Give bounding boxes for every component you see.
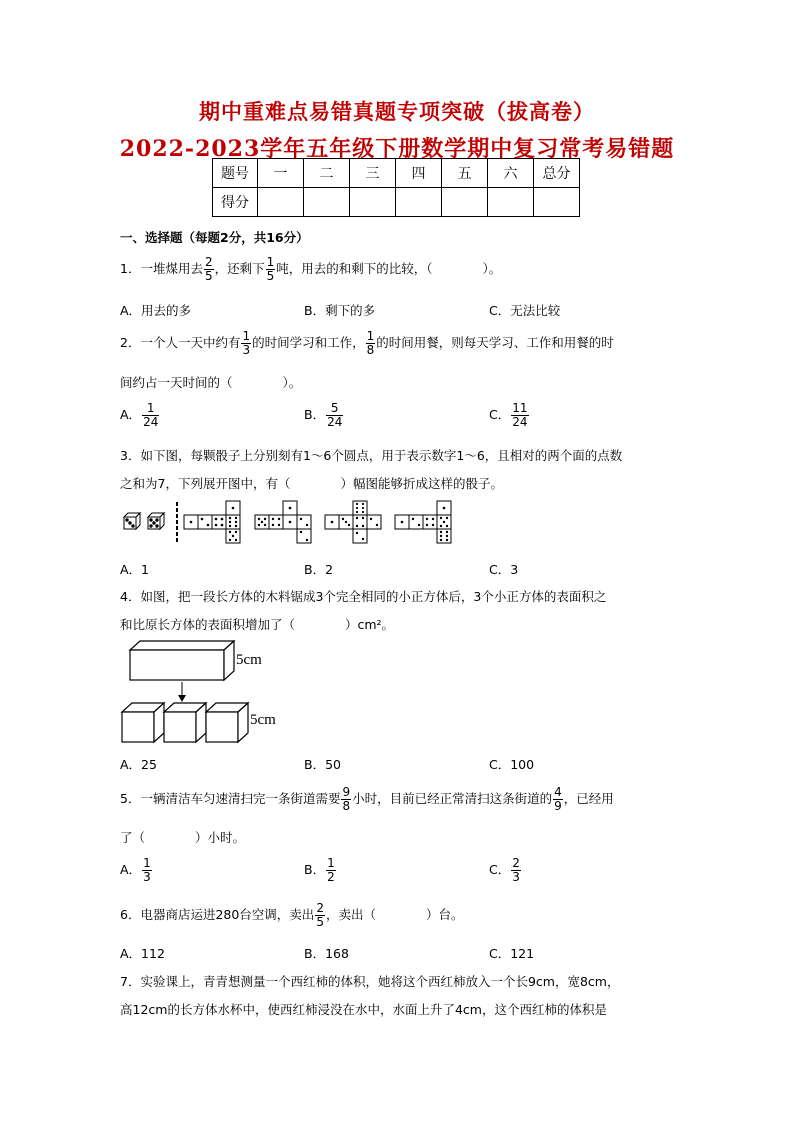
- question-text: 的时间用餐，则每天学习、工作和用餐的时: [376, 335, 614, 350]
- question-text: 1．一堆煤用去: [120, 261, 203, 276]
- option-a[interactable]: A．用去的多: [120, 303, 192, 318]
- score-cell: 题号: [213, 159, 258, 188]
- question-1: [120, 256, 501, 283]
- numerator: 2: [316, 901, 324, 915]
- page-title: 期中重难点易错真题专项突破（拔高卷）: [199, 99, 595, 124]
- option-c[interactable]: [489, 857, 522, 884]
- denominator: 3: [512, 870, 520, 884]
- score-input-cell[interactable]: [442, 188, 488, 217]
- option-b[interactable]: B．剩下的多: [304, 303, 376, 318]
- option-label: C．: [489, 407, 511, 422]
- score-table-header-row: [213, 159, 580, 188]
- fraction: [366, 330, 376, 357]
- score-cell: 一: [258, 159, 304, 188]
- question-2: [120, 330, 614, 357]
- numerator: 1: [143, 856, 151, 870]
- numerator: 1: [142, 402, 159, 416]
- question-4: 4．如图，把一段长方体的木料锯成3个完全相同的小正方体后，3个小正方体的表面积之: [120, 589, 607, 604]
- question-text: 5．一辆清洁车匀速清扫完一条街道需要: [120, 791, 341, 806]
- score-input-cell[interactable]: [304, 188, 350, 217]
- option-c[interactable]: C．100: [489, 757, 535, 772]
- score-table-score-row: [213, 188, 580, 217]
- fraction: [204, 256, 214, 283]
- fraction: [326, 402, 343, 429]
- option-a[interactable]: [120, 402, 160, 429]
- denominator: 24: [143, 415, 159, 429]
- score-input-cell[interactable]: [396, 188, 442, 217]
- option-c[interactable]: [489, 402, 530, 429]
- numerator: 1: [327, 856, 335, 870]
- question-2-line2: 间约占一天时间的（ ）。: [120, 375, 302, 390]
- die-net-3: [325, 501, 381, 543]
- fraction: [326, 857, 336, 884]
- score-input-cell[interactable]: [534, 188, 580, 217]
- question-6: [120, 902, 463, 929]
- denominator: 3: [242, 343, 251, 357]
- dice-figure: [118, 500, 458, 548]
- option-a[interactable]: A．112: [120, 946, 165, 961]
- numerator: 1: [266, 255, 275, 269]
- question-text: 吨，用去的和剩下的比较，（ ）。: [276, 261, 502, 276]
- score-cell: 四: [396, 159, 442, 188]
- fraction: [142, 857, 152, 884]
- option-b[interactable]: B．2: [304, 562, 334, 577]
- three-cubes: [122, 703, 248, 742]
- option-b[interactable]: B．50: [304, 757, 341, 772]
- score-cell: 得分: [213, 188, 258, 217]
- question-text: ，还剩下: [214, 261, 265, 276]
- denominator: 24: [327, 415, 343, 429]
- fraction: [511, 857, 521, 884]
- score-table: [212, 158, 580, 217]
- denominator: 8: [366, 343, 375, 357]
- option-label: A．: [120, 407, 142, 422]
- option-c[interactable]: C．3: [489, 562, 519, 577]
- score-input-cell[interactable]: [258, 188, 304, 217]
- dimension-label-bottom: 5cm: [250, 712, 276, 728]
- score-cell: 三: [350, 159, 396, 188]
- option-b[interactable]: [304, 402, 344, 429]
- cuboid-figure: [118, 638, 318, 746]
- dimension-label-top: 5cm: [236, 652, 262, 668]
- option-a[interactable]: [120, 857, 153, 884]
- fraction: [241, 330, 251, 357]
- score-cell: 六: [488, 159, 534, 188]
- long-cuboid: [130, 641, 234, 680]
- question-3-line2: 之和为7，下列展开图中，有（ ）幅图能够折成这样的骰子。: [120, 476, 503, 491]
- score-input-cell[interactable]: [488, 188, 534, 217]
- question-5-line2: 了（ ）小时。: [120, 830, 246, 845]
- question-text: ，卖出（ ）台。: [325, 907, 464, 922]
- fraction: [553, 786, 563, 813]
- score-cell: 五: [442, 159, 488, 188]
- question-text: 的时间学习和工作，: [252, 335, 365, 350]
- option-c[interactable]: C．121: [489, 946, 535, 961]
- die-net-2: [255, 501, 311, 543]
- option-c[interactable]: C．无法比较: [489, 303, 561, 318]
- question-4-line2: 和比原长方体的表面积增加了（ ）cm²。: [120, 617, 395, 632]
- denominator: 3: [143, 870, 151, 884]
- question-5: [120, 786, 614, 813]
- section-heading: 一、选择题（每题2分，共16分）: [120, 230, 309, 245]
- question-3: 3．如下图，每颗骰子上分别刻有1～6个圆点，用于表示数字1～6，且相对的两个面的点数: [120, 448, 623, 463]
- option-label: B．: [304, 862, 326, 877]
- numerator: 4: [554, 785, 562, 799]
- option-label: A．: [120, 862, 142, 877]
- dice-icon: [124, 513, 164, 529]
- option-a[interactable]: A．1: [120, 562, 150, 577]
- page-subtitle: 2022-2023学年五年级下册数学期中复习常考易错题: [119, 136, 675, 162]
- fraction: [511, 402, 528, 429]
- denominator: 8: [342, 799, 351, 813]
- question-text: 2．一个人一天中约有: [120, 335, 241, 350]
- denominator: 9: [554, 799, 562, 813]
- die-net-1: [184, 501, 240, 543]
- score-cell: 二: [304, 159, 350, 188]
- fraction: [266, 256, 276, 283]
- question-7-line2: 高12cm的长方体水杯中，使西红柿浸没在水中，水面上升了4cm，这个西红柿的体积是: [120, 1002, 607, 1017]
- question-text: ，已经用: [563, 791, 614, 806]
- option-a[interactable]: A．25: [120, 757, 157, 772]
- arrow-down-icon: [178, 695, 186, 702]
- numerator: 1: [366, 329, 375, 343]
- numerator: 2: [204, 255, 213, 269]
- denominator: 5: [204, 269, 213, 283]
- fraction: [341, 786, 351, 813]
- fraction: [142, 402, 159, 429]
- question-text: 小时，目前已经正常清扫这条街道的: [352, 791, 553, 806]
- die-net-4: [395, 501, 451, 543]
- option-label: B．: [304, 407, 326, 422]
- denominator: 24: [512, 415, 528, 429]
- denominator: 2: [327, 870, 335, 884]
- numerator: 1: [242, 329, 251, 343]
- denominator: 5: [316, 915, 324, 929]
- option-label: C．: [489, 862, 511, 877]
- denominator: 5: [266, 269, 275, 283]
- score-cell: 总分: [534, 159, 580, 188]
- score-input-cell[interactable]: [350, 188, 396, 217]
- fraction: [315, 902, 325, 929]
- option-b[interactable]: B．168: [304, 946, 349, 961]
- numerator: 5: [326, 402, 343, 416]
- option-b[interactable]: [304, 857, 337, 884]
- numerator: 2: [512, 856, 520, 870]
- question-text: 6．电器商店运进280台空调，卖出: [120, 907, 315, 922]
- question-7: 7．实验课上，青青想测量一个西红柿的体积，她将这个西红柿放入一个长9cm，宽8cm，: [120, 974, 620, 989]
- numerator: 9: [342, 785, 351, 799]
- numerator: 11: [512, 401, 528, 415]
